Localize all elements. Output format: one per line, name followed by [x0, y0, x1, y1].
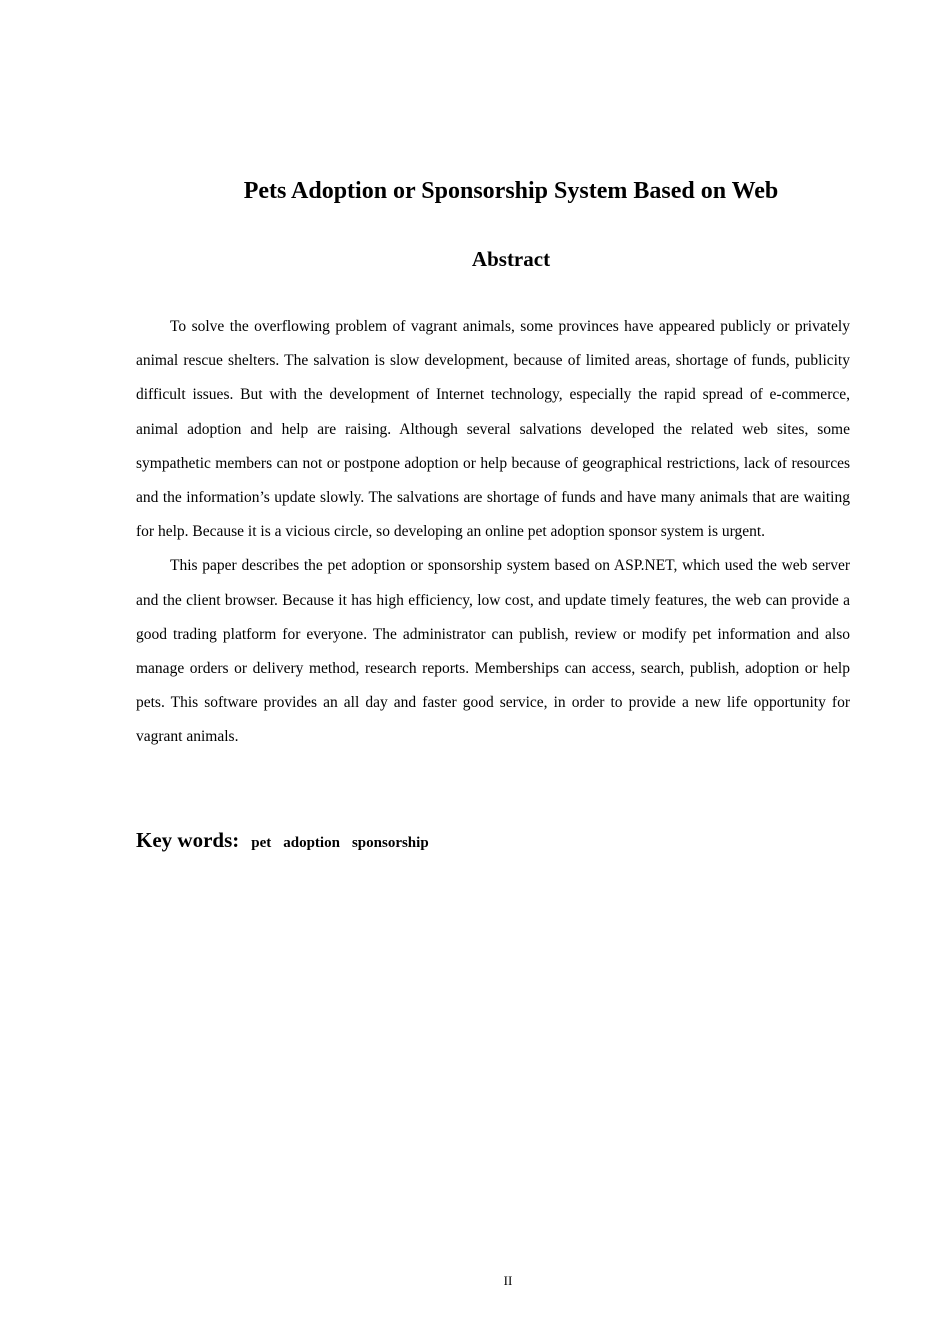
abstract-body [136, 310, 850, 755]
abstract-paragraph-1: To solve the overflowing problem of vagrant animals, some provinces have appeared publicly or privately animal rescue shelters. The salvation is slow development, because of limited areas, shortage of funds, publicity difficult issues. But with the development of Internet technology, especially the rapid spread of e-commerce, animal adoption and help are raising. Although several salvations developed the related web sites, some sympathetic members can not or postpone adoption or help because of geographical restrictions, lack of resources and the information’s update slowly. The salvations are shortage of funds and have many animals that are waiting for help. Because it is a vicious circle, so developing an online pet adoption sponsor system is urgent. [136, 318, 850, 541]
keyword-term: pet [251, 835, 272, 851]
paper-title: Pets Adoption or Sponsorship System Based on Web [243, 178, 779, 204]
abstract-heading: Abstract [471, 247, 551, 271]
keyword-term: adoption [283, 835, 340, 851]
abstract-paragraph-2: This paper describes the pet adoption or sponsorship system based on ASP.NET, which used the web server and the client browser. Because it has high efficiency, low cost, and update timely features, the web can provide a good trading platform for everyone. The administrator can publish, review or modify pet information and also manage orders or delivery method, research reports. Memberships can access, search, publish, adoption or help pets. This software provides an all day and faster good service, in order to provide a new life opportunity for vagrant animals. [136, 557, 850, 746]
page-number: II [503, 1273, 513, 1288]
keywords-line [136, 823, 850, 860]
keywords-label: Key words: [136, 828, 240, 852]
keyword-term: sponsorship [351, 835, 429, 851]
